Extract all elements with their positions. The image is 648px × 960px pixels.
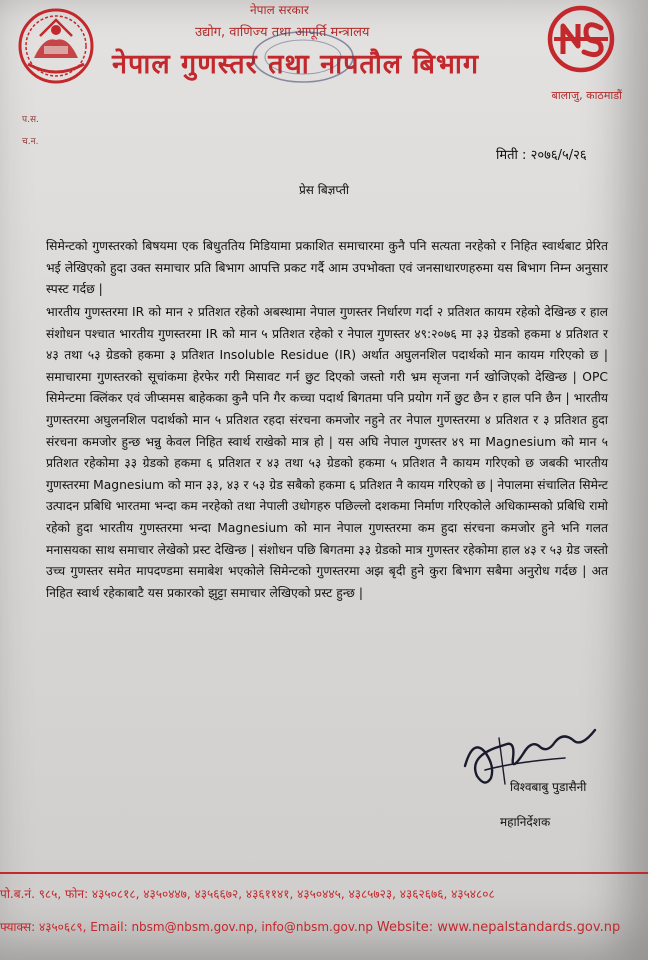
signatory-name: विश्वबाबु पुडासैनी: [510, 780, 587, 794]
nepal-government-emblem-icon: [14, 6, 98, 86]
ministry-name: उद्योग, वाणिज्य तथा आपूर्ति मन्त्रालय: [195, 25, 370, 40]
footer-fax: फ्याक्स: ४३५०६८९,: [0, 920, 87, 934]
government-name: नेपाल सरकार: [250, 3, 309, 17]
office-stamp-icon: [248, 28, 358, 86]
paragraph-body: भारतीय गुणस्तरमा IR को मान २ प्रतिशत रहेको अबस्थामा नेपाल गुणस्तर निर्धारण गर्दा २ प्रतिशत कायम रहेको देखिन्छ र हाल संशोधन पश्चात भारतीय गुणस्तरमा IR को मान ५ प्रतिशत रहेको र नेपाल गुणस्तर ४९:२०७६ मा ३३ ग्रेडको हकमा ४ प्रतिशत र ४३ तथा ५३ ग्रेडको हकमा ३ प्रतिशत Insoluble Residue (IR) अर्थात अघुलनशिल पदार्थको मान कायम गरिएको छ | समाचारमा गुणस्तरको सूचांकमा हेरफेर गरी मिसावट गर्न छुट दिएको जस्तो गरी भ्रम सृजना गर्न खोजिएको देखिन्छ | OPC सिमेन्टमा क्लिंकर एवं जीप्समस बाहेकका कुनै पनि गैर कच्चा पदार्थ बिगतमा पनि प्रयोग गर्ने छुट छैन र हाल पनि छैन | भारतीय गुणस्तरमा अघुलनशिल पदार्थको मान ५ प्रतिशत रहदा संरचना कमजोर नहुने तर नेपाल गुणस्तरमा ४ प्रतिशत र ३ प्रतिशत हुदा संरचना कमजोर हुन्छ भन्नु केवल निहित स्वार्थ राखेको मात्र हो | यस अघि नेपाल गुणस्तर ४९ मा Magnesium को मान ५ प्रतिशत रहेकोमा ३३ ग्रेडको हकमा ६ प्रतिशत र ४३ तथा ५३ ग्रेडको हकमा ५ प्रतिशत नै कायम गरिएको छ जबकी भारतीय गुणस्तरमा Magnesium को मान ३३, ४३ र ५३ ग्रेड सबैको हकमा ६ प्रतिशत नै कायम गरिएको छ | नेपालमा संचालित सिमेन्ट उत्पादन प्रबिधि भारतमा भन्दा कम नरहेको तथा नेपाली उधोगहरु पछिल्लो दशकमा निर्माण गरिएकोले अधिकाम्सको प्रबिधि रामो रहेको हुदा भारतीय गुणस्तरमा भन्दा Magnesium को मान नेपाल गुणस्तरमा कम हुदा संरचना कमजोर हुने भनि गलत मनासयका साथ समाचार लेखेको प्रस्ट देखिन्छ | संशोधन पछि बिगतमा ३३ ग्रेडको मात्र गुणस्तर रहेकोमा हाल ४३ र ५३ ग्रेड जस्तो उच्च गुणस्तर समेत मापदण्डमा समाबेश भएकोले सिमेन्टको गुणस्तरमा अझ बृदी हुने कुरा बिभाग सबैमा अनुरोध गर्दछ | अत निहित स्वार्थ रहेकाबाटै यस प्रकारको झुट्टा समाचार लेखिएको प्रस्ट हुन्छ |: [46, 305, 608, 600]
document-date: मिती : २०७६/५/२६: [496, 148, 587, 163]
margin-dispatch-number: च.न.: [22, 137, 39, 147]
footer-phone-line: पो.ब.नं. ९८५, फोन: ४३५०८१८, ४३५०४४७, ४३५६६७२, ४३६११४१, ४३५०४४५, ४३८५७२३, ४३६२६७६, ४३५४८०८: [0, 887, 495, 901]
margin-reference-number: प.स.: [22, 115, 39, 125]
footer-website[interactable]: Website: www.nepalstandards.gov.np: [376, 920, 621, 935]
nbsm-ns-logo-icon: [546, 4, 616, 74]
signatory-title: महानिर्देशक: [500, 815, 551, 829]
footer-email[interactable]: Email: nbsm@nbsm.gov.np, info@nbsm.gov.np: [90, 920, 374, 934]
department-name: नेपाल गुणस्तर तथा नापतौल बिभाग: [112, 49, 480, 80]
office-location: बालाजु, काठमाडौं: [551, 89, 622, 102]
footer-divider: [0, 872, 648, 874]
footer-contact-line: [0, 918, 620, 935]
paragraph-intro: सिमेन्टको गुणस्तरको बिषयमा एक बिधुततिय मिडियामा प्रकाशित समाचारमा कुनै पनि सत्यता नरहेको र निहित स्वार्थबाट प्रेरित भई लेखिएको हुदा उक्त समाचार प्रति बिभाग आपत्ति प्रकट गर्दै आम उपभोक्ता एवं जनसाधारणहरुमा यस बिभाग निम्न अनुसार स्पस्ट गर्दछ |: [46, 239, 608, 297]
document-title: प्रेस बिज्ञप्ती: [298, 183, 350, 197]
